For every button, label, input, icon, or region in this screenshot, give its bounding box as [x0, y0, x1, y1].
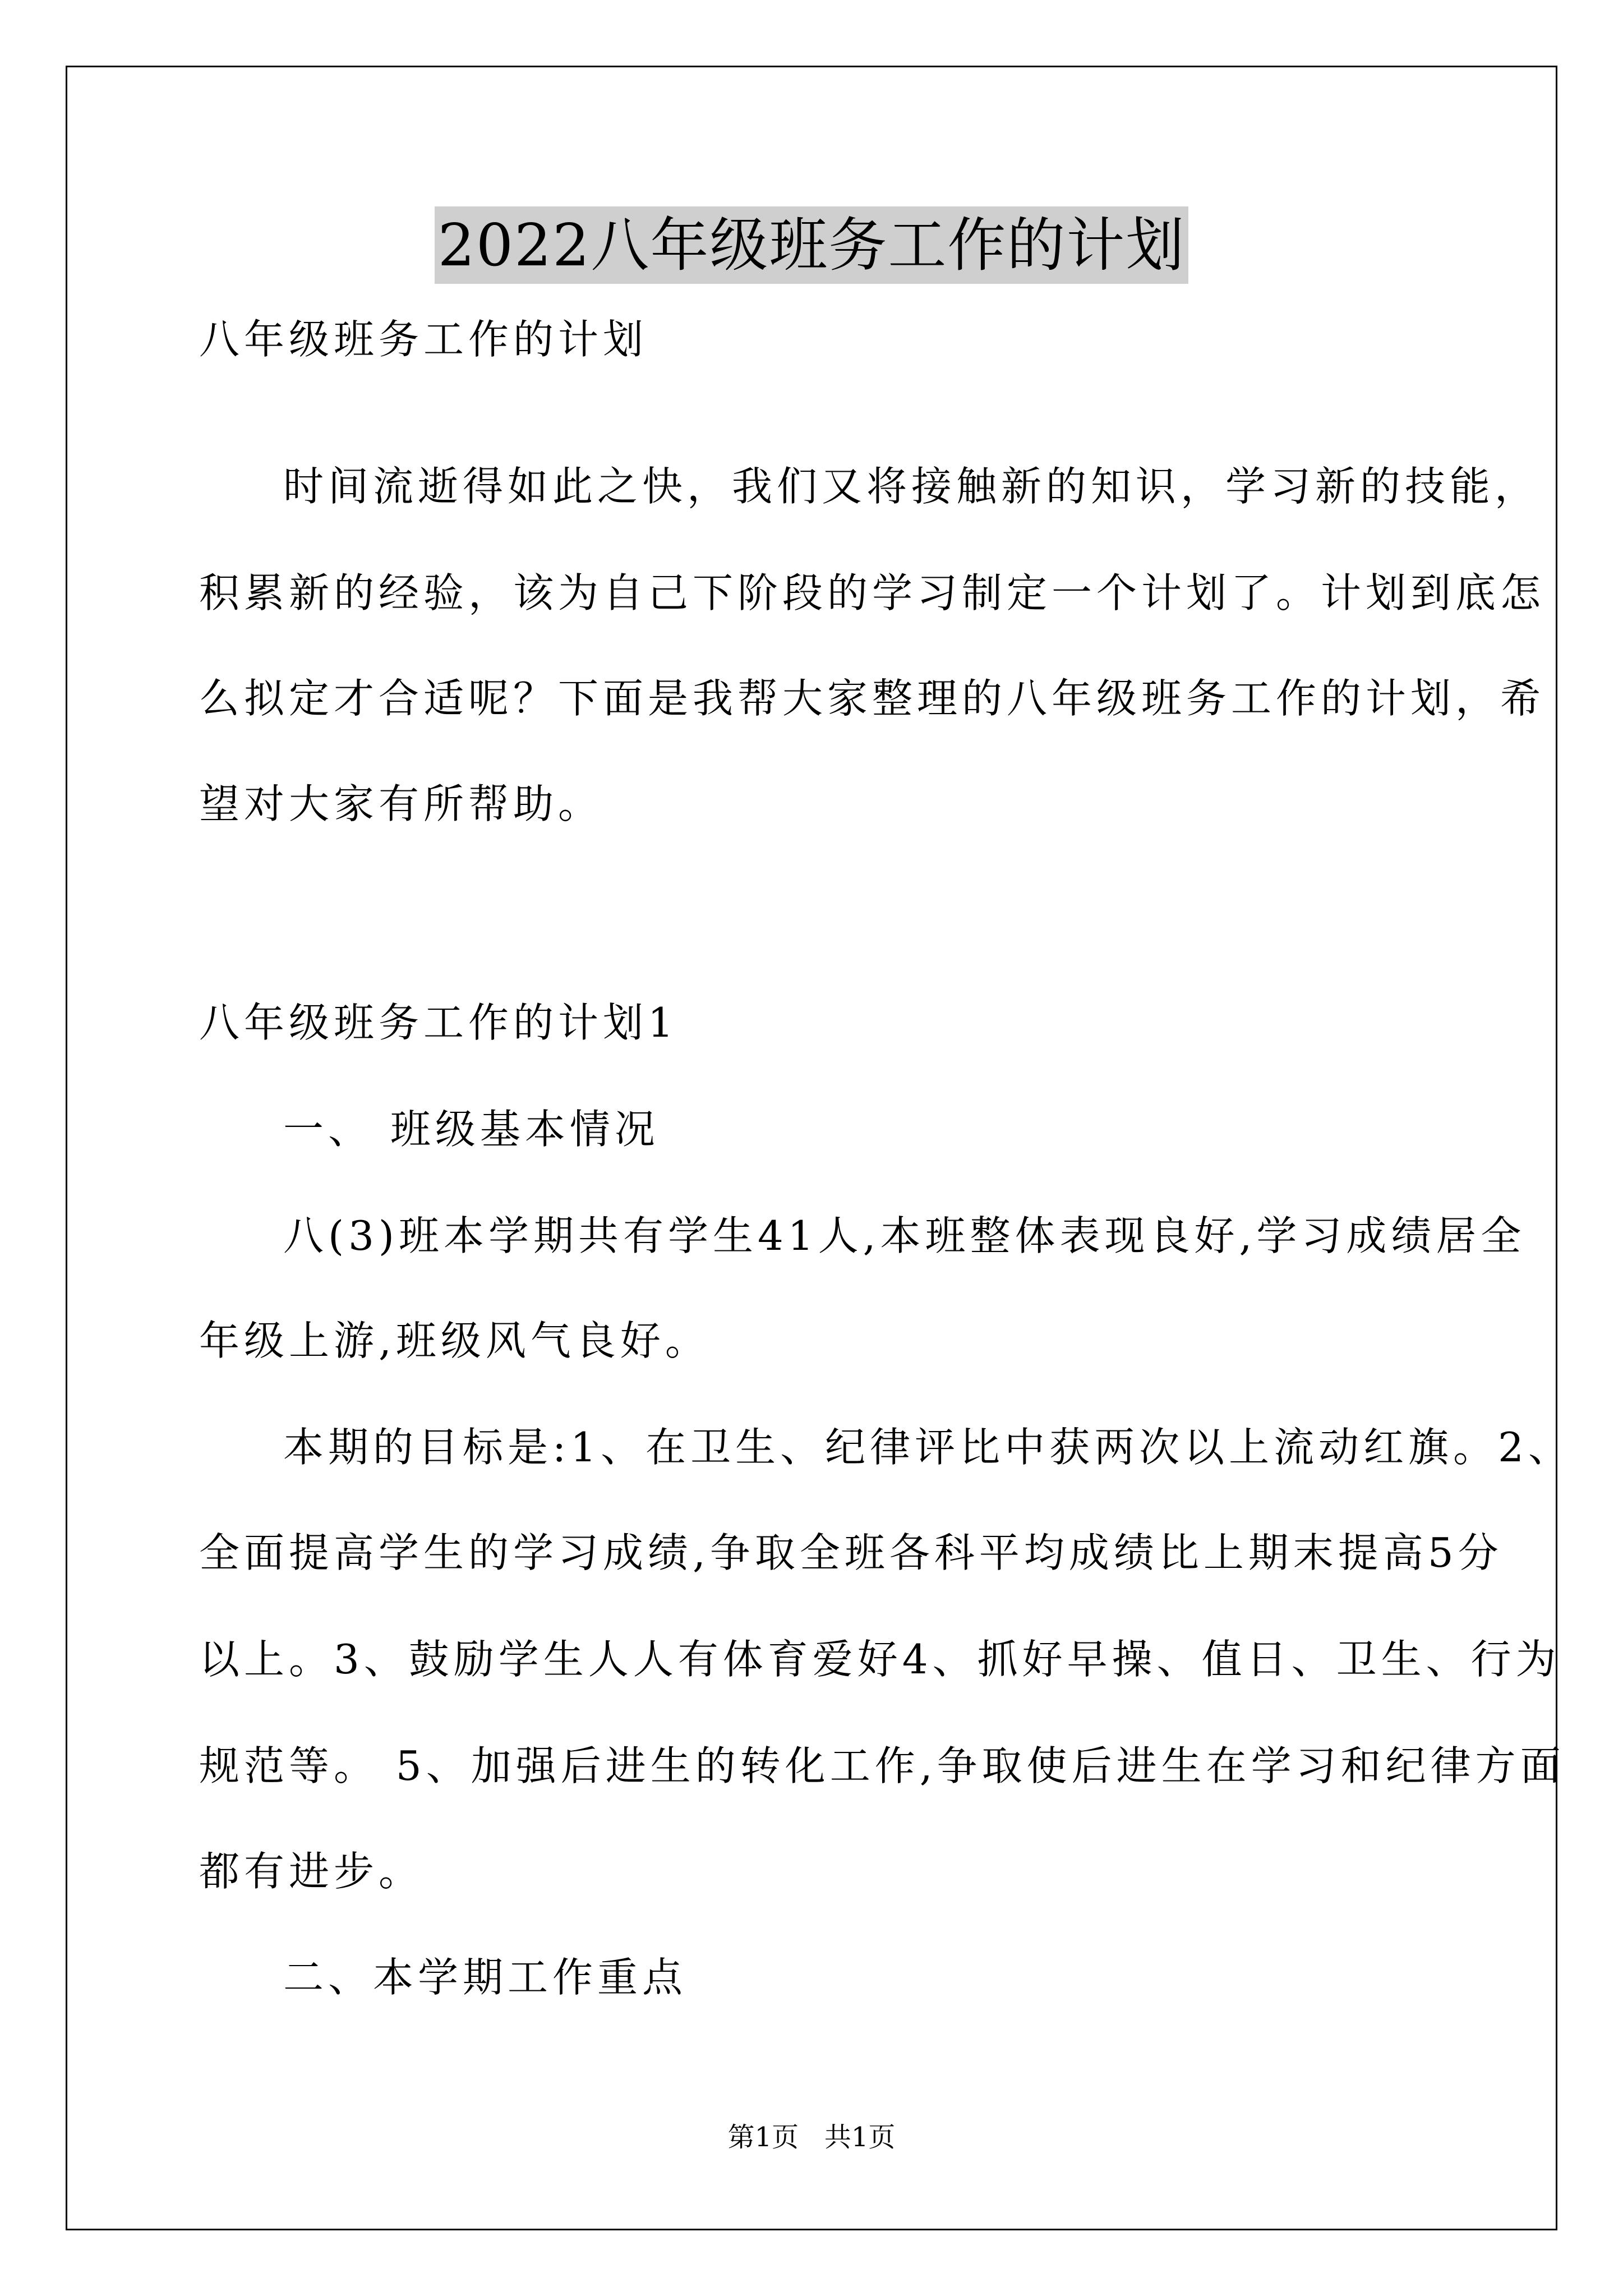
doc-line-2: 时间流逝得如此之快，我们又将接触新的知识，学习新的技能， [283, 463, 1540, 510]
doc-line-14: 都有进步。 [199, 1848, 424, 1895]
doc-line-6: 八年级班务工作的计划1 [199, 999, 678, 1046]
doc-line-12: 以上。3、鼓励学生人人有体育爱好4、抓好早操、值日、卫生、行为 [199, 1636, 1561, 1683]
doc-line-9: 年级上游,班级风气良好。 [199, 1317, 710, 1364]
doc-line-11: 全面提高学生的学习成绩,争取全班各科平均成绩比上期末提高5分 [199, 1529, 1503, 1576]
page-footer: 第1页 共1页 [727, 2122, 896, 2153]
doc-line-8: 八(3)班本学期共有学生41人,本班整体表现良好,学习成绩居全 [283, 1212, 1526, 1259]
doc-line-3: 积累新的经验，该为自己下阶段的学习制定一个计划了。计划到底怎 [199, 569, 1546, 616]
doc-line-15: 二、本学期工作重点 [283, 1954, 688, 2001]
document-title: 2022八年级班务工作的计划 [435, 206, 1189, 284]
doc-line-5: 望对大家有所帮助。 [199, 780, 603, 827]
doc-line-10: 本期的目标是:1、在卫生、纪律评比中获两次以上流动红旗。2、 [283, 1424, 1573, 1471]
doc-line-7: 一、 班级基本情况 [283, 1106, 660, 1153]
title-container [0, 206, 1623, 284]
doc-line-4: 么拟定才合适呢？下面是我帮大家整理的八年级班务工作的计划，希 [199, 675, 1546, 722]
doc-line-13: 规范等。 5、加强后进生的转化工作,争取使后进生在学习和纪律方面 [199, 1742, 1565, 1789]
doc-line-1: 八年级班务工作的计划 [199, 316, 648, 363]
